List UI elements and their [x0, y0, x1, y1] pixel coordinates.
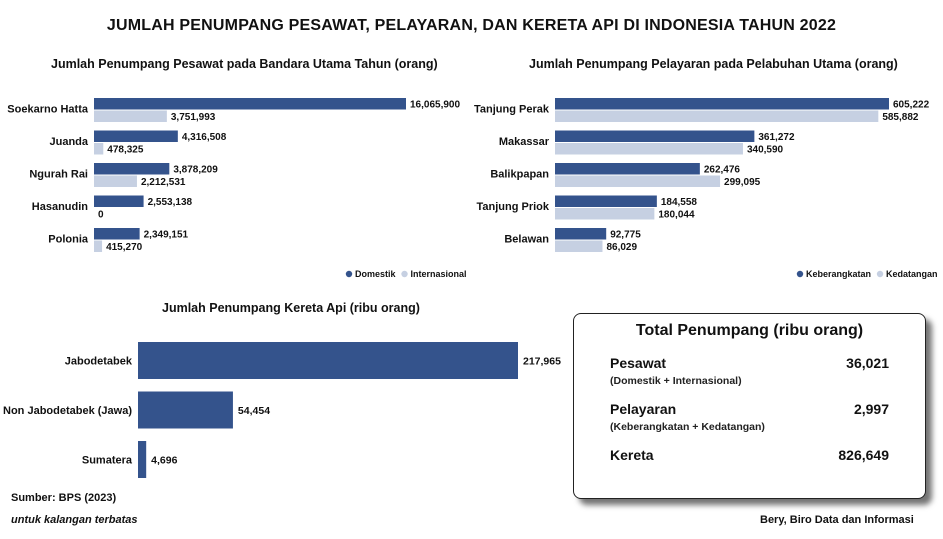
category-label-tanjung-priok: Tanjung Priok — [476, 201, 549, 213]
category-label-belawan: Belawan — [504, 233, 549, 246]
category-label-tanjung-perak: Tanjung Perak — [474, 103, 549, 116]
bar-keberangkatan-makassar — [555, 131, 754, 143]
legend-label-kedatangan: Kedatangan — [886, 269, 938, 279]
category-label-jabodetabek: Jabodetabek — [64, 355, 132, 368]
summary-kereta-value: 826,649 — [838, 447, 889, 463]
legend-label-internasional: Internasional — [410, 269, 467, 279]
category-label-makassar: Makassar — [498, 136, 549, 148]
bar-domestik-soekarno-hatta — [94, 98, 406, 110]
bar-non-jabodetabek-jawa — [138, 392, 233, 429]
data-label-internasional-hasanudin: 0 — [98, 209, 104, 221]
category-label-balikpapan: Balikpapan — [490, 168, 549, 181]
category-label-soekarno-hatta: Soekarno Hatta — [7, 103, 88, 116]
category-label-sumatera: Sumatera — [81, 454, 132, 467]
data-label-kedatangan-belawan: 86,029 — [606, 242, 638, 253]
category-label-non-jabodetabek-jawa: Non Jabodetabek (Jawa) — [3, 405, 132, 417]
bar-kedatangan-belawan — [555, 241, 602, 253]
bar-domestik-hasanudin — [94, 196, 144, 208]
bar-internasional-polonia — [94, 241, 102, 253]
data-label-kedatangan-tanjung-perak: 585,882 — [882, 112, 919, 123]
legend-label-domestik: Domestik — [355, 269, 396, 279]
data-label-sumatera: 4,696 — [151, 454, 178, 467]
data-label-kedatangan-makassar: 340,590 — [746, 144, 784, 156]
data-label-domestik-juanda: 4,316,508 — [181, 132, 227, 143]
data-label-non-jabodetabek-jawa: 54,454 — [237, 405, 271, 417]
category-label-hasanudin: Hasanudin — [31, 201, 88, 213]
legend-label-keberangkatan: Keberangkatan — [806, 269, 872, 279]
legend-marker-keberangkatan — [797, 271, 803, 277]
train-chart-title: Jumlah Penumpang Kereta Api (ribu orang) — [162, 301, 420, 315]
source-note: Sumber: BPS (2023) — [11, 492, 117, 504]
summary-kereta-label: Kereta — [610, 447, 654, 463]
summary-pelayaran-note: (Keberangkatan + Kedatangan) — [610, 421, 765, 433]
summary-pelayaran-value: 2,997 — [853, 401, 889, 417]
data-label-domestik-hasanudin: 2,553,138 — [147, 197, 193, 208]
credit-text: Bery, Biro Data dan Informasi — [760, 514, 914, 526]
footer-note: untuk kalangan terbatas — [11, 514, 138, 526]
bar-keberangkatan-balikpapan — [555, 163, 700, 175]
data-label-internasional-polonia: 415,270 — [106, 242, 143, 253]
bar-internasional-juanda — [94, 143, 103, 155]
data-label-internasional-soekarno-hatta: 3,751,993 — [170, 112, 216, 123]
summary-pesawat-note: (Domestik + Internasional) — [610, 375, 742, 387]
shipping-chart — [470, 80, 943, 290]
bar-sumatera — [138, 441, 146, 478]
bar-internasional-soekarno-hatta — [94, 111, 167, 123]
bar-keberangkatan-tanjung-priok — [555, 196, 657, 208]
data-label-keberangkatan-makassar: 361,272 — [758, 132, 795, 143]
bar-kedatangan-tanjung-priok — [555, 208, 654, 220]
data-label-kedatangan-tanjung-priok: 180,044 — [658, 209, 695, 221]
bar-domestik-polonia — [94, 228, 140, 240]
bar-kedatangan-balikpapan — [555, 176, 720, 188]
bar-internasional-ngurah-rai — [94, 176, 137, 188]
data-label-domestik-polonia: 2,349,151 — [143, 229, 189, 241]
main-title: JUMLAH PENUMPANG PESAWAT, PELAYARAN, DAN KERETA API DI INDONESIA TAHUN 2022 — [106, 17, 837, 34]
legend-marker-domestik — [346, 271, 352, 277]
summary-box — [573, 313, 926, 499]
category-label-juanda: Juanda — [49, 136, 88, 148]
data-label-internasional-juanda: 478,325 — [107, 144, 144, 156]
summary-pelayaran-label: Pelayaran — [610, 401, 677, 417]
data-label-jabodetabek: 217,965 — [523, 355, 561, 368]
shipping-chart-title: Jumlah Penumpang Pelayaran pada Pelabuhan Utama (orang) — [529, 57, 898, 71]
data-label-keberangkatan-balikpapan: 262,476 — [703, 164, 741, 176]
airplane-chart — [0, 80, 470, 290]
summary-pesawat-value: 36,021 — [846, 355, 889, 371]
bar-keberangkatan-tanjung-perak — [555, 98, 889, 110]
data-label-kedatangan-balikpapan: 299,095 — [724, 177, 761, 188]
bar-kedatangan-tanjung-perak — [555, 111, 878, 123]
bar-keberangkatan-belawan — [555, 228, 606, 240]
bar-kedatangan-makassar — [555, 143, 743, 155]
data-label-keberangkatan-tanjung-perak: 605,222 — [893, 99, 930, 111]
data-label-internasional-ngurah-rai: 2,212,531 — [140, 177, 186, 188]
legend-marker-internasional — [401, 271, 407, 277]
data-label-domestik-ngurah-rai: 3,878,209 — [173, 164, 218, 176]
bar-domestik-ngurah-rai — [94, 163, 169, 175]
data-label-keberangkatan-tanjung-priok: 184,558 — [660, 197, 698, 208]
legend-marker-kedatangan — [877, 271, 883, 277]
bar-jabodetabek — [138, 342, 518, 379]
summary-pesawat-label: Pesawat — [610, 355, 667, 371]
data-label-keberangkatan-belawan: 92,775 — [610, 229, 641, 241]
summary-title: Total Penumpang (ribu orang) — [635, 322, 864, 339]
data-label-domestik-soekarno-hatta: 16,065,900 — [410, 99, 461, 111]
category-label-ngurah-rai: Ngurah Rai — [29, 168, 88, 181]
airplane-chart-title: Jumlah Penumpang Pesawat pada Bandara Utama Tahun (orang) — [51, 57, 438, 71]
category-label-polonia: Polonia — [48, 233, 88, 246]
train-chart — [0, 330, 570, 485]
bar-domestik-juanda — [94, 131, 178, 143]
